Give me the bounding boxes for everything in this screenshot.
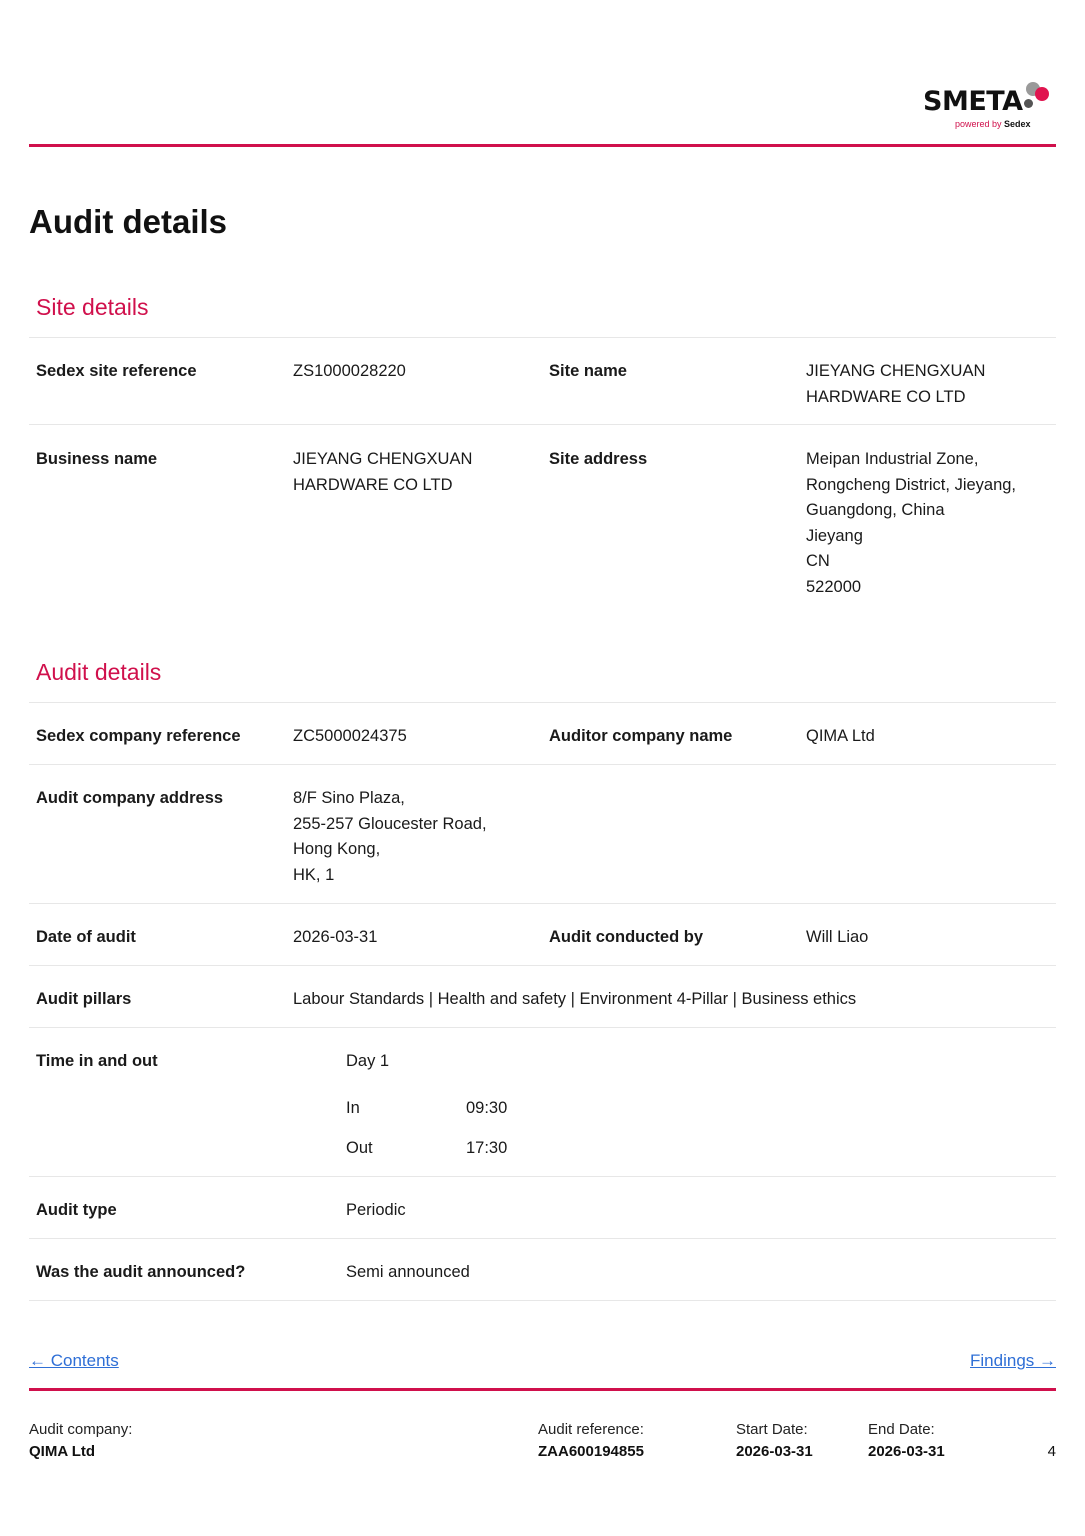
footer-end-date-value: 2026-03-31 (868, 1443, 945, 1460)
sedex-site-reference-label: Sedex site reference (36, 362, 197, 380)
divider (29, 1027, 1056, 1028)
time-out-value: 17:30 (466, 1139, 508, 1157)
divider (29, 903, 1056, 904)
page-number: 4 (1047, 1443, 1056, 1460)
site-name-value: JIEYANG CHENGXUAN HARDWARE CO LTD (806, 362, 986, 406)
sedex-company-reference-value: ZC5000024375 (293, 727, 407, 745)
audit-company-address-value: 8/F Sino Plaza, 255-257 Gloucester Road, Hong Kong, HK, 1 (293, 789, 487, 884)
logo-tagline-brand: Sedex (1004, 119, 1031, 129)
auditor-company-name-label: Auditor company name (549, 727, 733, 745)
header-rule (29, 144, 1056, 147)
contents-link[interactable]: ← Contents (29, 1351, 119, 1370)
footer-end-date-label: End Date: (868, 1421, 935, 1438)
divider (29, 965, 1056, 966)
footer-audit-reference-value: ZAA600194855 (538, 1443, 644, 1460)
audit-type-value: Periodic (346, 1201, 406, 1219)
divider (29, 1238, 1056, 1239)
announced-label: Was the audit announced? (36, 1263, 246, 1281)
divider (29, 424, 1056, 425)
footer-audit-company-value: QIMA Ltd (29, 1443, 96, 1460)
time-out-label: Out (346, 1139, 373, 1157)
footer-start-date-label: Start Date: (736, 1421, 808, 1438)
audit-pillars-value: Labour Standards | Health and safety | Environment 4-Pillar | Business ethics (293, 990, 857, 1008)
divider (29, 702, 1056, 703)
business-name-value: JIEYANG CHENGXUAN HARDWARE CO LTD (293, 450, 473, 494)
site-details-heading: Site details (36, 294, 149, 320)
time-in-out-label: Time in and out (36, 1052, 158, 1070)
business-name-label: Business name (36, 450, 158, 468)
day-label: Day 1 (346, 1052, 390, 1070)
footer-rule (29, 1388, 1056, 1391)
logo-tagline-prefix: powered by (955, 119, 1002, 129)
date-of-audit-label: Date of audit (36, 928, 136, 946)
logo-tagline (955, 119, 1031, 129)
audit-conducted-by-value: Will Liao (806, 928, 869, 946)
logo-dot-red-icon (1035, 87, 1049, 101)
audit-details-heading: Audit details (36, 659, 162, 685)
sedex-site-reference-value: ZS1000028220 (293, 362, 406, 380)
auditor-company-name-value: QIMA Ltd (806, 727, 875, 745)
site-name-label: Site name (549, 362, 627, 380)
announced-value: Semi announced (346, 1263, 470, 1281)
audit-conducted-by-label: Audit conducted by (549, 928, 703, 946)
site-address-label: Site address (549, 450, 648, 468)
footer-audit-reference-label: Audit reference: (538, 1421, 644, 1438)
logo-wordmark: SMETA (923, 86, 1023, 117)
divider (29, 764, 1056, 765)
audit-type-label: Audit type (36, 1201, 117, 1219)
findings-link[interactable]: Findings → (970, 1351, 1056, 1370)
footer-audit-company-label: Audit company: (29, 1421, 133, 1438)
divider (29, 1300, 1056, 1301)
time-in-label: In (346, 1099, 360, 1117)
smeta-logo (905, 78, 1055, 134)
footer-start-date-value: 2026-03-31 (736, 1443, 813, 1460)
site-address-value: Meipan Industrial Zone, Rongcheng District, Jieyang, Guangdong, China Jieyang CN 522000 (806, 450, 1017, 596)
time-in-value: 09:30 (466, 1099, 508, 1117)
divider (29, 1176, 1056, 1177)
sedex-company-reference-label: Sedex company reference (36, 727, 241, 745)
divider (29, 337, 1056, 338)
logo-dot-dark-icon (1024, 99, 1033, 108)
page-title: Audit details (29, 203, 228, 240)
audit-company-address-label: Audit company address (36, 789, 224, 807)
audit-pillars-label: Audit pillars (36, 990, 132, 1008)
date-of-audit-value: 2026-03-31 (293, 928, 378, 946)
